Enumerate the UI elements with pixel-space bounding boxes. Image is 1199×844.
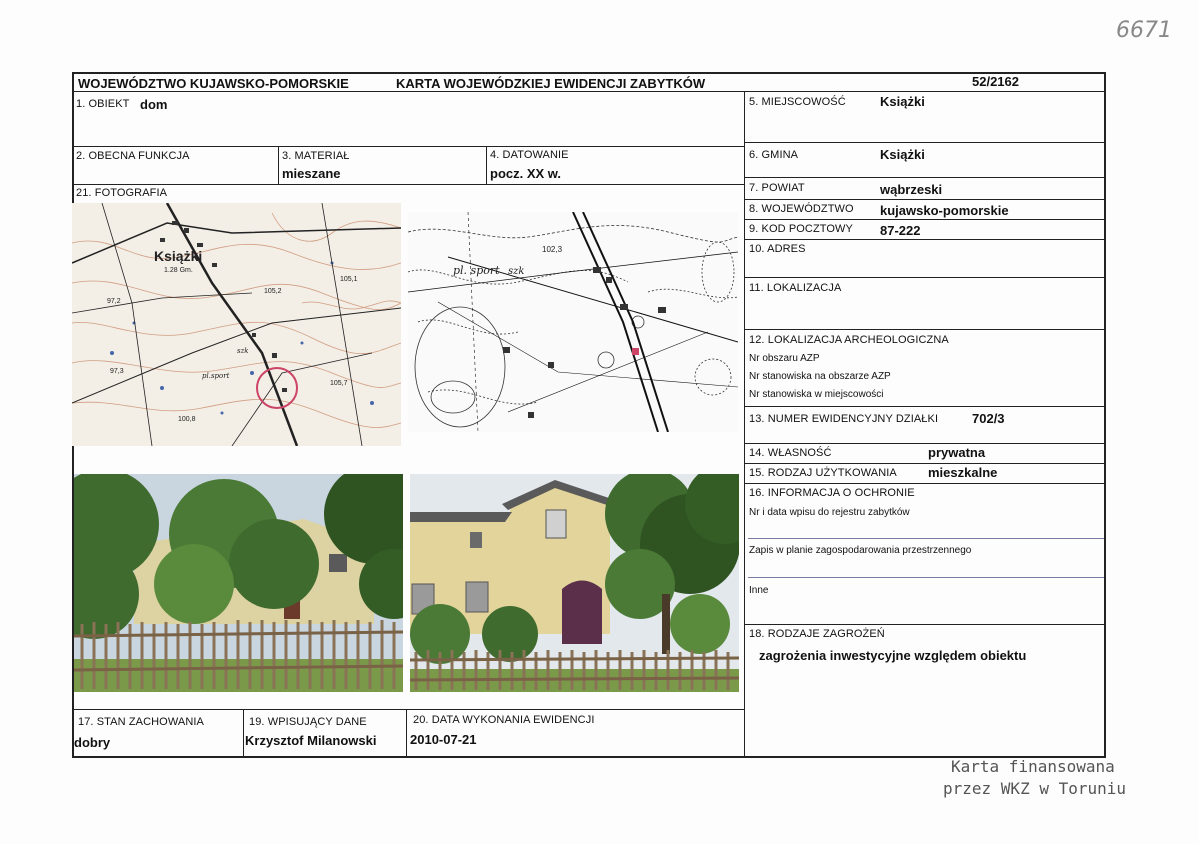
wojewodztwo-value: kujawsko-pomorskie (880, 203, 1009, 218)
dzialka-value: 702/3 (972, 411, 1005, 426)
map1-place-label: Książki (154, 248, 203, 264)
ochrona-line3: Inne (749, 585, 769, 596)
kod-label: 9. KOD POCZTOWY (749, 223, 853, 235)
map2-sport-label: pl. sport (453, 264, 500, 277)
material-value: mieszane (282, 166, 341, 181)
wojewodztwo-label: 8. WOJEWÓDZTWO (749, 203, 854, 215)
material-label: 3. MATERIAŁ (282, 150, 350, 162)
kod-value: 87-222 (880, 223, 921, 238)
header-region: WOJEWÓDZTWO KUJAWSKO-POMORSKIE (78, 76, 349, 91)
wlasnosc-label: 14. WŁASNOŚĆ (749, 447, 832, 459)
wpisujacy-label: 19. WPISUJĄCY DANE (249, 716, 367, 728)
data-label: 20. DATA WYKONANIA EWIDENCJI (413, 714, 595, 726)
obiekt-label: 1. OBIEKT (76, 98, 130, 110)
map1-height-3: 105,2 (264, 288, 282, 295)
wlasnosc-value: prywatna (928, 445, 986, 460)
zagrozenia-value: zagrożenia inwestycyjne względem obiektu (759, 648, 1027, 663)
map1-sport-label: pl.sport (202, 372, 230, 380)
ochrona-line2: Zapis w planie zagospodarowania przestrzennego (749, 545, 972, 556)
fotografia-label: 21. FOTOGRAFIA (76, 187, 168, 199)
gmina-value: Książki (880, 147, 925, 162)
house-photo-front (410, 474, 739, 692)
dzialka-label: 13. NUMER EWIDENCYJNY DZIAŁKI (749, 413, 939, 425)
map2-height-label: 102,3 (542, 245, 563, 254)
funkcja-label: 2. OBECNA FUNKCJA (76, 150, 190, 162)
wpisujacy-value: Krzysztof Milanowski (245, 733, 377, 748)
map2-szk-label: szk (508, 266, 525, 277)
gmina-label: 6. GMINA (749, 149, 799, 161)
map1-height-5: 105,7 (330, 380, 348, 387)
map1-height-1: 105,1 (340, 276, 358, 283)
lokalizacja-label: 11. LOKALIZACJA (749, 282, 842, 294)
miejscowosc-label: 5. MIEJSCOWOŚĆ (749, 96, 846, 108)
uzytkowanie-value: mieszkalne (928, 465, 998, 480)
map1-sub-label: 1.28 Gm. (164, 267, 193, 274)
ochrona-line1: Nr i data wpisu do rejestru zabytków (749, 507, 910, 518)
funding-stamp-line2: przez WKZ w Toruniu (943, 779, 1127, 798)
handwritten-number: 6671 (1116, 18, 1172, 43)
datowanie-label: 4. DATOWANIE (490, 149, 569, 161)
arch-line3: Nr stanowiska w miejscowości (749, 389, 884, 400)
obiekt-value: dom (140, 97, 168, 112)
arch-line2: Nr stanowiska na obszarze AZP (749, 371, 891, 382)
arch-label: 12. LOKALIZACJA ARCHEOLOGICZNA (749, 334, 949, 346)
header-number: 52/2162 (972, 74, 1019, 89)
header-title: KARTA WOJEWÓDZKIEJ EWIDENCJI ZABYTKÓW (396, 76, 706, 91)
powiat-value: wąbrzeski (880, 182, 943, 197)
data-value: 2010-07-21 (410, 732, 477, 747)
adres-label: 10. ADRES (749, 243, 806, 255)
datowanie-value: pocz. XX w. (490, 166, 562, 181)
stan-label: 17. STAN ZACHOWANIA (78, 716, 204, 728)
topographic-map-color (72, 203, 401, 446)
funding-stamp-line1: Karta finansowana (951, 757, 1115, 776)
zagrozenia-label: 18. RODZAJE ZAGROŻEŃ (749, 628, 885, 640)
map1-height-4: 97,3 (110, 368, 124, 375)
arch-line1: Nr obszaru AZP (749, 353, 820, 364)
map1-height-6: 100,8 (178, 416, 196, 423)
cadastral-map-bw (408, 212, 738, 432)
house-photo-side (74, 474, 403, 692)
stan-value: dobry (74, 735, 111, 750)
map1-szk-label: szk (237, 347, 249, 355)
powiat-label: 7. POWIAT (749, 182, 805, 194)
miejscowosc-value: Książki (880, 94, 925, 109)
map1-height-2: 97,2 (107, 298, 121, 305)
ochrona-label: 16. INFORMACJA O OCHRONIE (749, 487, 915, 499)
uzytkowanie-label: 15. RODZAJ UŻYTKOWANIA (749, 467, 897, 479)
